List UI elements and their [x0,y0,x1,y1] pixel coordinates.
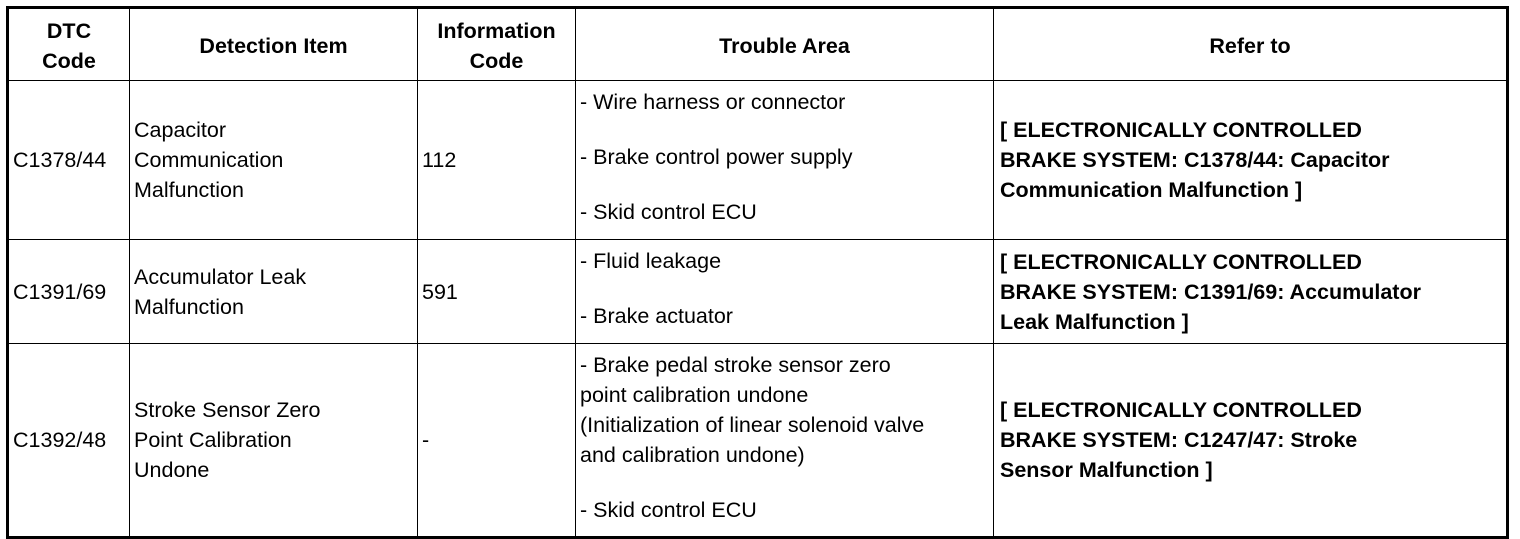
trouble-area-line: (Initialization of linear solenoid valve [580,413,925,437]
trouble-area-line: - Fluid leakage [580,249,722,273]
refer-to-cell [994,344,1508,538]
refer-to-cell [994,240,1508,344]
header-row [8,8,1508,81]
trouble-area-spacer [580,117,989,142]
trouble-area-item [580,87,989,117]
trouble-area-line: - Brake pedal stroke sensor zero [580,353,891,377]
refer-to-line: Leak Malfunction ] [1000,309,1189,334]
refer-to-cell [994,81,1508,240]
header-refer-to: Refer to [994,8,1508,81]
refer-to-line: BRAKE SYSTEM: C1378/44: Capacitor [1000,148,1390,172]
refer-to-line: [ ELECTRONICALLY CONTROLLED [1000,118,1362,142]
trouble-area-item [580,350,989,470]
detection-item-cell [130,81,418,240]
trouble-area-line: - Skid control ECU [580,200,757,224]
trouble-area-item [580,246,989,276]
trouble-area-item [580,142,989,172]
header-dtc-line1: DTC [46,18,92,43]
refer-to-line: [ ELECTRONICALLY CONTROLLED [1000,249,1362,274]
trouble-area-spacer [580,172,989,197]
table-row [8,344,1508,538]
trouble-area-line: - Brake actuator [580,304,733,328]
trouble-area-item [580,197,989,227]
information-code-cell: - [418,344,576,538]
detection-item-line: Capacitor [134,118,227,142]
detection-item-line: Malfunction [134,294,244,319]
information-code-cell: 112 [418,81,576,240]
refer-to-line: BRAKE SYSTEM: C1391/69: Accumulator [1000,279,1421,304]
trouble-area-cell [576,344,994,538]
trouble-area-cell [576,240,994,344]
trouble-area-spacer [580,470,989,495]
table-row [8,240,1508,344]
trouble-area-item [580,495,989,525]
trouble-area-line: point calibration undone [580,383,809,407]
detection-item-line: Stroke Sensor Zero [134,398,321,422]
dtc-code-cell: C1391/69 [8,240,130,344]
trouble-area-line: - Wire harness or connector [580,90,846,114]
trouble-area-spacer [580,276,989,301]
header-dtc-code [8,8,130,81]
dtc-table [6,6,1509,539]
trouble-area-cell [576,81,994,240]
table-body [8,81,1508,538]
refer-to-line: [ ELECTRONICALLY CONTROLLED [1000,398,1362,422]
detection-item-line: Communication [134,148,284,172]
trouble-area-line: - Brake control power supply [580,145,853,169]
information-code-cell: 591 [418,240,576,344]
detection-item-line: Malfunction [134,178,244,202]
header-information-code [418,8,576,81]
header-info-line2: Code [469,48,524,73]
trouble-area-item [580,301,989,331]
refer-to-line: Sensor Malfunction ] [1000,458,1213,482]
refer-to-line: BRAKE SYSTEM: C1247/47: Stroke [1000,428,1358,452]
header-detection-item: Detection Item [130,8,418,81]
detection-item-cell [130,240,418,344]
trouble-area-line: - Skid control ECU [580,498,757,522]
detection-item-line: Accumulator Leak [134,264,307,289]
header-trouble-area: Trouble Area [576,8,994,81]
dtc-code-cell: C1392/48 [8,344,130,538]
dtc-code-cell: C1378/44 [8,81,130,240]
detection-item-cell [130,344,418,538]
detection-item-line: Undone [134,458,210,482]
table-row [8,81,1508,240]
header-dtc-line2: Code [42,48,96,73]
refer-to-line: Communication Malfunction ] [1000,178,1303,202]
header-info-line1: Information [437,18,556,43]
detection-item-line: Point Calibration [134,428,292,452]
trouble-area-line: and calibration undone) [580,443,805,467]
